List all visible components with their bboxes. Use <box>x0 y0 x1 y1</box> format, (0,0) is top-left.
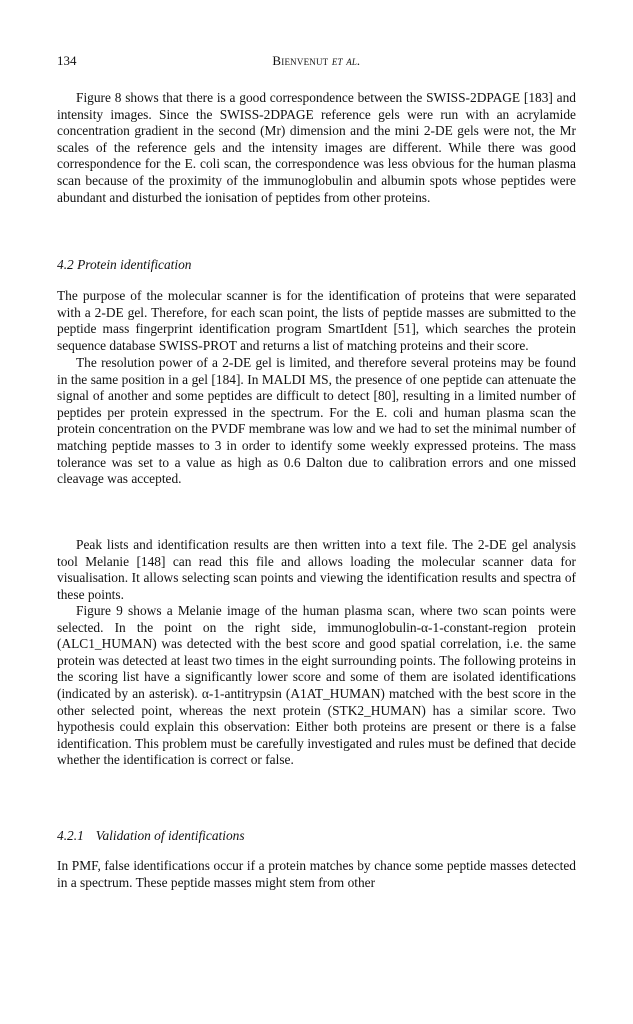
paragraph-figure-8: Figure 8 shows that there is a good correspondence between the SWISS-2DPAGE [183] and intensity images. Since the SWISS-2DPAGE reference gels were run with an acrylamide concentration gradient in the second (Mr) dimension and the mini 2-DE gels were not, the Mr scales of the reference gels and the intensity images are different. While there was good correspondence for the E. coli scan, the correspondence was less obvious for the human plasma scan because of the proximity of the immunoglobulin and albumin spots whose peptides were abundant and disturbed the ionisation of peptides from other proteins. <box>57 90 576 205</box>
document-page <box>57 0 576 1024</box>
page-header <box>57 53 576 71</box>
running-head <box>57 53 576 69</box>
paragraph-figure-9: Figure 9 shows a Melanie image of the human plasma scan, where two scan points were selected. In the point on the right side, immunoglobulin-α-1-constant-region protein (ALC1_HUMAN) was detected with the best score and good spatial correlation, i.e. the same protein was detected at least two times in the eight surrounding points. The following proteins in the scoring list have a significantly lower score and some of them are isolated identifications (indicated by an asterisk). α-1-antitrypsin (A1AT_HUMAN) matched with the best score in the other selected point, whereas the next protein (STK2_HUMAN) has a similar score. Two hypothesis could explain this observation: Either both proteins are present or there is a false identification. This problem must be carefully investigated and rules must be defined that decide whether the identification is correct or false. <box>57 603 576 768</box>
paragraph-resolution-power: The resolution power of a 2-DE gel is limited, and therefore several proteins may be found in the same position in a gel [184]. In MALDI MS, the presence of one peptide can attenuate the signal of another and some peptides are difficult to detect [80], resulting in a limited number of peptides per protein expressed in the spectrum. For the E. coli and human plasma scan the protein concentration on the PVDF membrane was low and we had to set the minimal number of matching peptide masses to 3 in order to identify some weekly expressed proteins. The mass tolerance was set to a value as high as 0.6 Dalton due to calibration errors and one missed cleavage was accepted. <box>57 355 576 487</box>
subsection-heading-4-2-1 <box>57 828 576 845</box>
paragraph-peak-lists: Peak lists and identification results are then written into a text file. The 2-DE gel analysis tool Melanie [148] can read this file and allows loading the molecular scanner data for visualisation. It allows selecting scan points and viewing the identification results and spectra of these points. <box>57 537 576 602</box>
page-number: 134 <box>57 53 77 68</box>
paragraph-pmf-false-identifications: In PMF, false identifications occur if a protein matches by chance some peptide masses detected in a spectrum. These peptide masses might stem from other <box>57 858 576 890</box>
paragraph-molecular-scanner-purpose: The purpose of the molecular scanner is for the identification of proteins that were separated with a 2-DE gel. Therefore, for each scan point, the lists of peptide masses are submitted to the peptide mass fingerprint identification program SmartIdent [51], which searches the protein sequence database SWISS-PROT and returns a list of matching proteins and their score. <box>57 288 576 353</box>
section-heading-4-2: 4.2 Protein identification <box>57 257 192 272</box>
subsection-title: Validation of identifications <box>95 828 245 843</box>
running-head-suffix: et al. <box>331 53 361 68</box>
subsection-number: 4.2.1 <box>57 828 84 843</box>
running-head-author: Bienvenut <box>272 53 329 68</box>
